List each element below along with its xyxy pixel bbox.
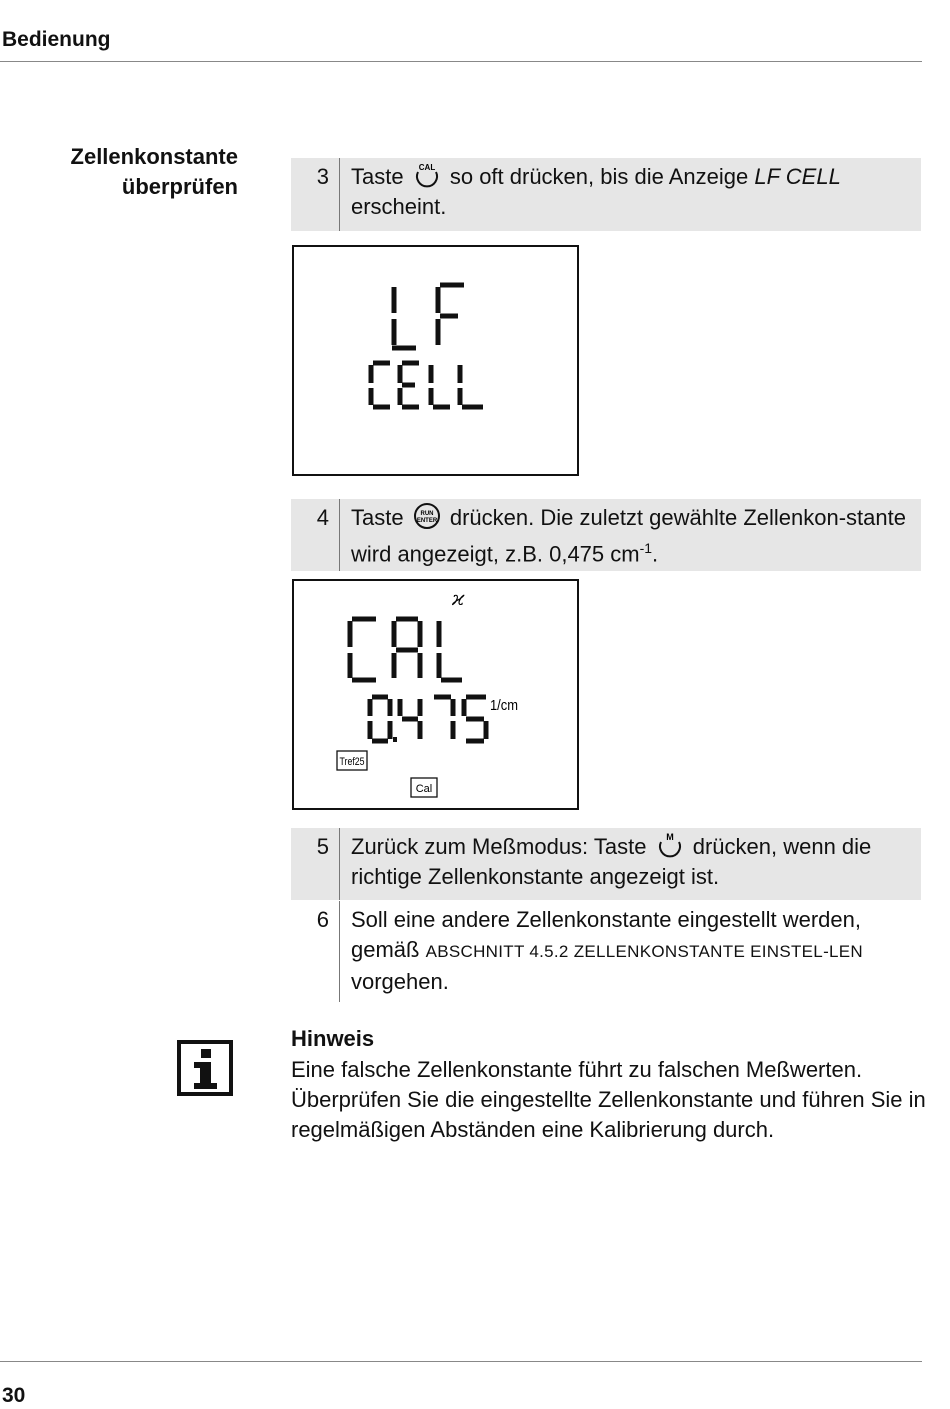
decimal-point xyxy=(393,737,397,742)
run-enter-key-label-bottom: ENTER xyxy=(416,518,437,524)
step-text-part: . xyxy=(652,541,659,567)
section-cross-reference: ABSCHNITT 4.5.2 ZELLENKONSTANTE EINSTEL-LEN xyxy=(425,942,863,961)
footer-divider xyxy=(0,1361,922,1362)
step-text xyxy=(340,158,921,231)
section-heading-line1: Zellenkonstante xyxy=(70,144,238,169)
step-number: 4 xyxy=(291,499,340,571)
tref-badge: Tref25 xyxy=(339,756,365,768)
step-text-part: Taste xyxy=(351,164,404,189)
cal-key-icon xyxy=(412,162,442,188)
section-heading xyxy=(71,142,238,202)
cal-key-label: CAL xyxy=(418,163,435,172)
step-text-part: erscheint. xyxy=(351,194,447,219)
step-text xyxy=(340,828,921,900)
step-text-part: Zurück zum Meßmodus: Taste xyxy=(351,834,647,859)
note-text: Eine falsche Zellenkonstante führt zu falschen Meßwerten. Überprüfen Sie die eingestellte Zellenkonstante und führen Sie in regelmäßigen Abständen eine Kalibrierung durch. xyxy=(291,1057,926,1142)
display-reference: LF CELL xyxy=(754,164,841,189)
lcd-display-lf-cell xyxy=(292,245,579,476)
step-number: 3 xyxy=(291,158,340,231)
step-text-part: Soll eine andere Zellenkonstante eingestellt werden, gemäß xyxy=(351,907,861,962)
step-number: 5 xyxy=(291,828,340,900)
step-text-part: drücken, wenn die richtige Zellenkonstante angezeigt ist. xyxy=(351,834,872,889)
step-6 xyxy=(291,901,921,1002)
step-text-part: so oft drücken, bis die Anzeige xyxy=(449,164,749,189)
page-number: 30 xyxy=(2,1384,26,1407)
note-title: Hinweis xyxy=(291,1026,375,1051)
step-text-part: drücken. Die zuletzt gewählte Zellenkon-stante wird angezeigt, z.B. 0,475 cm xyxy=(351,505,906,567)
step-number: 6 xyxy=(291,901,340,1002)
lcd-segments xyxy=(350,619,486,741)
run-enter-key-icon xyxy=(412,503,442,529)
step-5 xyxy=(291,828,921,900)
step-text xyxy=(340,901,921,1002)
step-text xyxy=(340,499,921,571)
run-enter-key-label-top: RUN xyxy=(420,511,434,517)
unit-superscript: -1 xyxy=(639,540,653,556)
step-3 xyxy=(291,158,921,231)
step-text-part: Taste xyxy=(351,505,404,530)
page-header-title: Bedienung xyxy=(2,28,111,51)
section-heading-line2: überprüfen xyxy=(121,174,238,199)
step-4 xyxy=(291,499,921,571)
step-text-part: vorgehen. xyxy=(351,969,449,994)
m-key-icon xyxy=(655,832,685,858)
m-key-label: M xyxy=(665,832,674,842)
lcd-segments xyxy=(371,285,483,407)
unit-label: 1/cm xyxy=(490,697,518,714)
lcd-display-cal xyxy=(292,579,579,810)
conductivity-symbol: ϰ xyxy=(452,586,465,610)
cal-badge: Cal xyxy=(415,783,433,795)
header-divider xyxy=(0,61,922,62)
info-icon xyxy=(177,1040,233,1096)
